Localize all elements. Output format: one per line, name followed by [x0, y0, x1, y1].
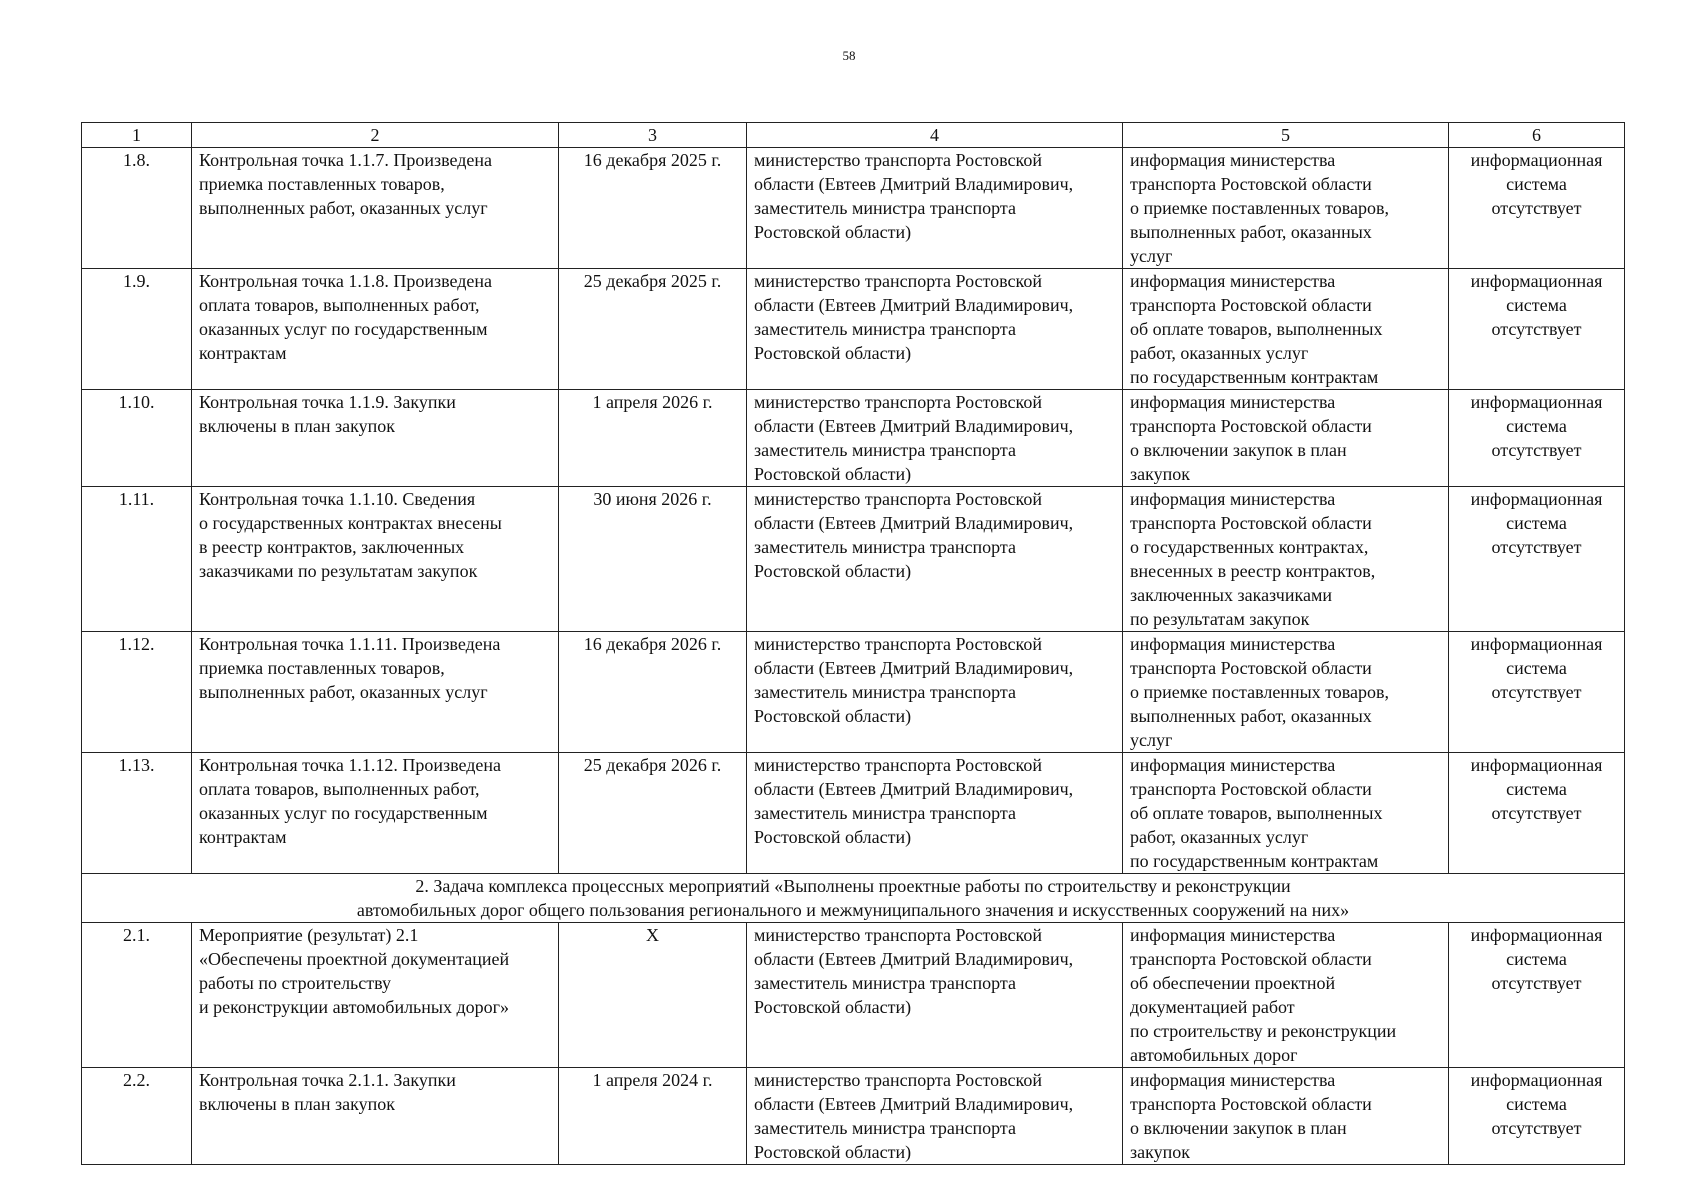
text-line: контрактам — [199, 827, 287, 847]
text-line: приемка поставленных товаров, — [199, 174, 445, 194]
text-line: работы по строительству — [199, 973, 391, 993]
text-line: информационная — [1470, 634, 1603, 654]
text-line: работ, оказанных услуг — [1130, 827, 1309, 847]
event-name-cell — [192, 753, 559, 874]
row-number-cell: 1.13. — [82, 753, 192, 874]
info-system-cell — [1449, 923, 1625, 1068]
responsible-cell — [747, 390, 1123, 487]
text-line: заказчиками по результатам закупок — [199, 561, 478, 581]
text-line: по государственным контрактам — [1130, 367, 1379, 387]
text-line: информация министерства — [1130, 1070, 1336, 1090]
text-line: 2. Задача комплекса процессных мероприятий «Выполнены проектные работы по строительству и реконструкции — [415, 876, 1291, 896]
page-number: 58 — [842, 48, 856, 63]
column-number: 3 — [559, 123, 747, 148]
text-line: министерство транспорта Ростовской — [754, 392, 1043, 412]
text-line: система — [1506, 513, 1567, 533]
event-name-cell — [192, 148, 559, 269]
table-row — [82, 148, 1625, 269]
event-name-cell — [192, 390, 559, 487]
text-line: министерство транспорта Ростовской — [754, 1070, 1043, 1090]
column-number: 2 — [192, 123, 559, 148]
text-line: информация министерства — [1130, 150, 1336, 170]
deadline-cell: 25 декабря 2025 г. — [559, 269, 747, 390]
text-line: система — [1506, 658, 1567, 678]
text-line: заместитель министра транспорта — [754, 1118, 1016, 1138]
text-line: отсутствует — [1491, 1118, 1582, 1138]
text-line: в реестр контрактов, заключенных — [199, 537, 465, 557]
text-line: информация министерства — [1130, 755, 1336, 775]
section-title-cell — [82, 874, 1625, 923]
row-number-cell: 1.11. — [82, 487, 192, 632]
deadline-cell: 1 апреля 2024 г. — [559, 1068, 747, 1165]
text-line: система — [1506, 949, 1567, 969]
text-line: отсутствует — [1491, 803, 1582, 823]
row-number-cell: 2.2. — [82, 1068, 192, 1165]
text-line: выполненных работ, оказанных — [1130, 222, 1372, 242]
text-line: о государственных контрактах внесены — [199, 513, 502, 533]
text-line: транспорта Ростовской области — [1130, 513, 1372, 533]
text-line: Контрольная точка 1.1.8. Произведена — [199, 271, 493, 291]
text-line: выполненных работ, оказанных услуг — [199, 198, 488, 218]
text-line: выполненных работ, оказанных — [1130, 706, 1372, 726]
text-line: «Обеспечены проектной документацией — [199, 949, 510, 969]
info-system-cell — [1449, 148, 1625, 269]
text-line: заместитель министра транспорта — [754, 440, 1016, 460]
responsible-cell — [747, 632, 1123, 753]
text-line: министерство транспорта Ростовской — [754, 634, 1043, 654]
text-line: внесенных в реестр контрактов, — [1130, 561, 1376, 581]
table-row — [82, 1068, 1625, 1165]
text-line: о государственных контрактах, — [1130, 537, 1369, 557]
text-line: транспорта Ростовской области — [1130, 416, 1372, 436]
text-line: включены в план закупок — [199, 416, 395, 436]
text-line: транспорта Ростовской области — [1130, 174, 1372, 194]
text-line: Ростовской области) — [754, 343, 912, 363]
document-cell — [1123, 390, 1449, 487]
table-row — [82, 632, 1625, 753]
text-line: автомобильных дорог общего пользования регионального и межмуниципального значения и искусственных сооружений на них» — [356, 900, 1350, 920]
responsible-cell — [747, 1068, 1123, 1165]
text-line: министерство транспорта Ростовской — [754, 755, 1043, 775]
text-line: выполненных работ, оказанных услуг — [199, 682, 488, 702]
column-number: 6 — [1449, 123, 1625, 148]
text-line: информационная — [1470, 271, 1603, 291]
section-row — [82, 874, 1625, 923]
text-line: и реконструкции автомобильных дорог» — [199, 997, 510, 1017]
deadline-cell: 30 июня 2026 г. — [559, 487, 747, 632]
text-line: работ, оказанных услуг — [1130, 343, 1309, 363]
text-line: области (Евтеев Дмитрий Владимирович, — [754, 295, 1074, 315]
info-system-cell — [1449, 753, 1625, 874]
text-line: об оплате товаров, выполненных — [1130, 803, 1383, 823]
text-line: заместитель министра транспорта — [754, 319, 1016, 339]
row-number-cell: 1.9. — [82, 269, 192, 390]
column-number: 5 — [1123, 123, 1449, 148]
event-name-cell — [192, 269, 559, 390]
event-name-cell — [192, 1068, 559, 1165]
row-number-cell: 2.1. — [82, 923, 192, 1068]
event-name-cell — [192, 923, 559, 1068]
text-line: о включении закупок в план — [1130, 1118, 1347, 1138]
plan-table — [81, 122, 1625, 1165]
responsible-cell — [747, 753, 1123, 874]
text-line: транспорта Ростовской области — [1130, 949, 1372, 969]
text-line: министерство транспорта Ростовской — [754, 489, 1043, 509]
info-system-cell — [1449, 390, 1625, 487]
text-line: оказанных услуг по государственным — [199, 319, 488, 339]
document-cell — [1123, 753, 1449, 874]
document-cell — [1123, 487, 1449, 632]
text-line: оплата товаров, выполненных работ, — [199, 295, 480, 315]
text-line: области (Евтеев Дмитрий Владимирович, — [754, 779, 1074, 799]
text-line: области (Евтеев Дмитрий Владимирович, — [754, 513, 1074, 533]
table-row — [82, 923, 1625, 1068]
text-line: система — [1506, 295, 1567, 315]
document-cell — [1123, 923, 1449, 1068]
text-line: по результатам закупок — [1130, 609, 1310, 629]
text-line: информационная — [1470, 925, 1603, 945]
text-line: Мероприятие (результат) 2.1 — [199, 925, 419, 945]
text-line: транспорта Ростовской области — [1130, 295, 1372, 315]
text-line: заключенных заказчиками — [1130, 585, 1332, 605]
document-cell — [1123, 632, 1449, 753]
document-cell — [1123, 148, 1449, 269]
text-line: транспорта Ростовской области — [1130, 658, 1372, 678]
text-line: заместитель министра транспорта — [754, 682, 1016, 702]
text-line: о приемке поставленных товаров, — [1130, 682, 1390, 702]
text-line: Контрольная точка 2.1.1. Закупки — [199, 1070, 456, 1090]
row-number-cell: 1.12. — [82, 632, 192, 753]
text-line: отсутствует — [1491, 440, 1582, 460]
text-line: Ростовской области) — [754, 997, 912, 1017]
text-line: система — [1506, 779, 1567, 799]
text-line: заместитель министра транспорта — [754, 973, 1016, 993]
column-number: 1 — [82, 123, 192, 148]
text-line: заместитель министра транспорта — [754, 803, 1016, 823]
deadline-cell: 16 декабря 2025 г. — [559, 148, 747, 269]
text-line: Контрольная точка 1.1.9. Закупки — [199, 392, 456, 412]
text-line: документацией работ — [1130, 997, 1295, 1017]
text-line: услуг — [1130, 730, 1173, 750]
text-line: министерство транспорта Ростовской — [754, 925, 1043, 945]
deadline-cell: Х — [559, 923, 747, 1068]
table-row — [82, 753, 1625, 874]
table-row — [82, 390, 1625, 487]
table-row — [82, 269, 1625, 390]
text-line: Контрольная точка 1.1.7. Произведена — [199, 150, 493, 170]
text-line: Ростовской области) — [754, 561, 912, 581]
table-body — [82, 148, 1625, 1165]
responsible-cell — [747, 148, 1123, 269]
document-cell — [1123, 269, 1449, 390]
text-line: Ростовской области) — [754, 827, 912, 847]
text-line: транспорта Ростовской области — [1130, 1094, 1372, 1114]
event-name-cell — [192, 632, 559, 753]
text-line: информационная — [1470, 755, 1603, 775]
text-line: информационная — [1470, 392, 1603, 412]
text-line: информационная — [1470, 1070, 1603, 1090]
info-system-cell — [1449, 632, 1625, 753]
text-line: области (Евтеев Дмитрий Владимирович, — [754, 949, 1074, 969]
text-line: Ростовской области) — [754, 222, 912, 242]
text-line: оказанных услуг по государственным — [199, 803, 488, 823]
text-line: Ростовской области) — [754, 706, 912, 726]
deadline-cell: 1 апреля 2026 г. — [559, 390, 747, 487]
text-line: информационная — [1470, 150, 1603, 170]
text-line: закупок — [1130, 464, 1190, 484]
text-line: области (Евтеев Дмитрий Владимирович, — [754, 658, 1074, 678]
text-line: Контрольная точка 1.1.12. Произведена — [199, 755, 502, 775]
row-number-cell: 1.8. — [82, 148, 192, 269]
column-number-row — [82, 123, 1625, 148]
text-line: транспорта Ростовской области — [1130, 779, 1372, 799]
text-line: информация министерства — [1130, 271, 1336, 291]
text-line: закупок — [1130, 1142, 1190, 1162]
event-name-cell — [192, 487, 559, 632]
text-line: система — [1506, 1094, 1567, 1114]
row-number-cell: 1.10. — [82, 390, 192, 487]
responsible-cell — [747, 269, 1123, 390]
text-line: по строительству и реконструкции — [1130, 1021, 1397, 1041]
info-system-cell — [1449, 269, 1625, 390]
text-line: Ростовской области) — [754, 1142, 912, 1162]
text-line: оплата товаров, выполненных работ, — [199, 779, 480, 799]
column-number: 4 — [747, 123, 1123, 148]
text-line: министерство транспорта Ростовской — [754, 150, 1043, 170]
text-line: система — [1506, 174, 1567, 194]
table-row — [82, 487, 1625, 632]
deadline-cell: 16 декабря 2026 г. — [559, 632, 747, 753]
text-line: контрактам — [199, 343, 287, 363]
info-system-cell — [1449, 487, 1625, 632]
info-system-cell — [1449, 1068, 1625, 1165]
text-line: включены в план закупок — [199, 1094, 395, 1114]
text-line: отсутствует — [1491, 682, 1582, 702]
text-line: отсутствует — [1491, 973, 1582, 993]
text-line: по государственным контрактам — [1130, 851, 1379, 871]
text-line: заместитель министра транспорта — [754, 198, 1016, 218]
text-line: области (Евтеев Дмитрий Владимирович, — [754, 174, 1074, 194]
text-line: информация министерства — [1130, 925, 1336, 945]
text-line: об обеспечении проектной — [1130, 973, 1336, 993]
text-line: министерство транспорта Ростовской — [754, 271, 1043, 291]
text-line: о включении закупок в план — [1130, 440, 1347, 460]
text-line: Контрольная точка 1.1.11. Произведена — [199, 634, 501, 654]
text-line: автомобильных дорог — [1130, 1045, 1298, 1065]
text-line: информационная — [1470, 489, 1603, 509]
text-line: об оплате товаров, выполненных — [1130, 319, 1383, 339]
text-line: области (Евтеев Дмитрий Владимирович, — [754, 416, 1074, 436]
document-cell — [1123, 1068, 1449, 1165]
text-line: Ростовской области) — [754, 464, 912, 484]
text-line: Контрольная точка 1.1.10. Сведения — [199, 489, 476, 509]
text-line: заместитель министра транспорта — [754, 537, 1016, 557]
responsible-cell — [747, 923, 1123, 1068]
text-line: приемка поставленных товаров, — [199, 658, 445, 678]
deadline-cell: 25 декабря 2026 г. — [559, 753, 747, 874]
text-line: отсутствует — [1491, 319, 1582, 339]
text-line: услуг — [1130, 246, 1173, 266]
text-line: о приемке поставленных товаров, — [1130, 198, 1390, 218]
text-line: информация министерства — [1130, 392, 1336, 412]
text-line: области (Евтеев Дмитрий Владимирович, — [754, 1094, 1074, 1114]
text-line: система — [1506, 416, 1567, 436]
text-line: отсутствует — [1491, 198, 1582, 218]
text-line: информация министерства — [1130, 634, 1336, 654]
text-line: информация министерства — [1130, 489, 1336, 509]
responsible-cell — [747, 487, 1123, 632]
text-line: отсутствует — [1491, 537, 1582, 557]
